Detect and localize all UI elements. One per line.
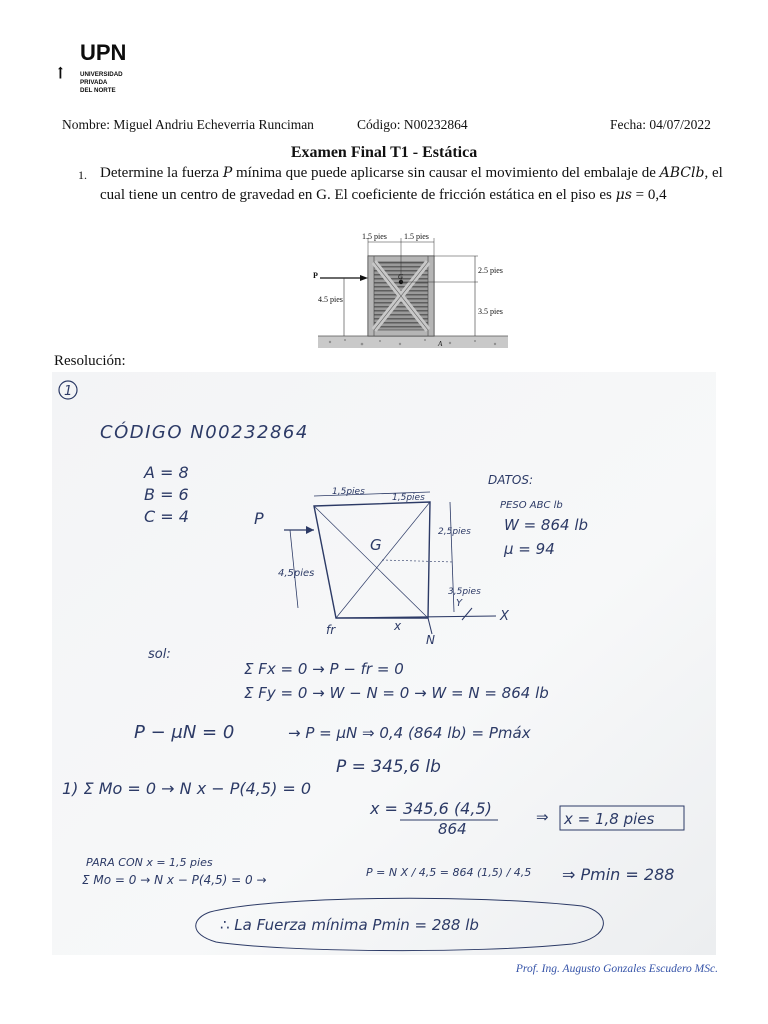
diagram-dim-right-top: 2.5 pies bbox=[478, 266, 503, 275]
logo-subtitle: UNIVERSIDAD PRIVADA DEL NORTE bbox=[80, 71, 123, 94]
hw-eq7c: P = N X / 4,5 = 864 (1,5) / 4,5 bbox=[366, 866, 532, 879]
hw-y-axis: Y bbox=[456, 598, 463, 609]
student-name: Nombre: Miguel Andriu Echeverria Runciman bbox=[62, 117, 314, 132]
diagram-force-label: P bbox=[313, 271, 318, 280]
hw-d-top1: 1,5pies bbox=[332, 487, 365, 497]
diagram-dim-top-left: 1.5 pies bbox=[362, 232, 387, 241]
diagram-corner-label: A bbox=[438, 340, 443, 348]
hw-c: C = 4 bbox=[144, 507, 189, 526]
hw-x-label: x bbox=[394, 619, 402, 633]
hw-eq3a: P − μN = 0 bbox=[134, 722, 235, 743]
hw-eq5: 1) Σ Mo = 0 → N x − P(4,5) = 0 bbox=[62, 779, 312, 798]
diagram-dim-right-bottom: 3.5 pies bbox=[478, 307, 503, 316]
hw-x-axis: X bbox=[500, 609, 509, 624]
question-text: Determine la fuerza P mínima que puede aplicarse sin causar el movimiento del embalaje de ABClb, el cual tiene un centro de gravedad en G. El coeficiente de fricción estática en el piso es μs = 0,4 bbox=[100, 165, 723, 203]
student-code: Código: N00232864 bbox=[357, 117, 468, 132]
hw-d-left: 4,5pies bbox=[278, 568, 315, 579]
professor-name: Prof. Ing. Augusto Gonzales Escudero MSc. bbox=[515, 963, 718, 975]
hw-eq1: Σ Fx = 0 → P − fr = 0 bbox=[244, 660, 404, 678]
hw-datos: DATOS: bbox=[488, 473, 534, 487]
hw-eq7b: Σ Mo = 0 → N x − P(4,5) = 0 → bbox=[82, 873, 267, 887]
hw-codigo: CÓDIGO N00232864 bbox=[100, 422, 309, 443]
hw-eq6a: x = 345,6 (4,5) bbox=[370, 799, 492, 818]
exam-title: Examen Final T1 - Estática bbox=[290, 144, 478, 161]
crate-diagram bbox=[300, 230, 515, 352]
hw-w: W = 864 lb bbox=[504, 516, 589, 534]
question-number: 1. bbox=[78, 168, 87, 182]
hw-sol: sol: bbox=[148, 647, 171, 662]
hw-g-label: G bbox=[370, 536, 382, 554]
hw-eq7a: PARA CON x = 1,5 pies bbox=[86, 856, 213, 869]
hw-eq4: P = 345,6 lb bbox=[336, 757, 441, 777]
hw-eq6c: ⇒ bbox=[536, 808, 549, 826]
hw-eq3b: → P = μN ⇒ 0,4 (864 lb) = Pmáx bbox=[288, 724, 531, 742]
hw-d-top2: 1,5pies bbox=[392, 493, 425, 503]
hw-fr: fr bbox=[326, 623, 336, 637]
hw-eq2: Σ Fy = 0 → W − N = 0 → W = N = 864 lb bbox=[244, 684, 549, 702]
hw-d-right2: 3,5pies bbox=[448, 587, 481, 597]
handwritten-solution-photo bbox=[52, 372, 716, 955]
hw-eq7d: ⇒ Pmin = 288 bbox=[562, 865, 675, 884]
hw-p-label: P bbox=[254, 509, 264, 528]
diagram-center-label: G bbox=[398, 273, 404, 281]
hw-final: ∴ La Fuerza mínima Pmin = 288 lb bbox=[220, 916, 479, 934]
hw-eq6b: 864 bbox=[438, 820, 467, 838]
hw-peso: PESO ABC lb bbox=[500, 500, 563, 511]
hw-circle-number: 1 bbox=[64, 384, 73, 399]
upn-torch-logo-icon bbox=[58, 46, 80, 100]
logo-name: UPN bbox=[80, 40, 127, 65]
exam-date: Fecha: 04/07/2022 bbox=[610, 117, 711, 132]
hw-b: B = 6 bbox=[144, 485, 189, 504]
hw-d-right1: 2,5pies bbox=[438, 527, 471, 537]
resolution-label: Resolución: bbox=[54, 353, 126, 369]
diagram-dim-left: 4.5 pies bbox=[318, 295, 343, 304]
diagram-dim-top-right: 1.5 pies bbox=[404, 232, 429, 241]
hw-mu: μ = 94 bbox=[504, 540, 555, 558]
hw-a: A = 8 bbox=[144, 463, 189, 482]
hw-eq6d: x = 1,8 pies bbox=[564, 810, 655, 828]
hw-n-label: N bbox=[426, 633, 435, 647]
